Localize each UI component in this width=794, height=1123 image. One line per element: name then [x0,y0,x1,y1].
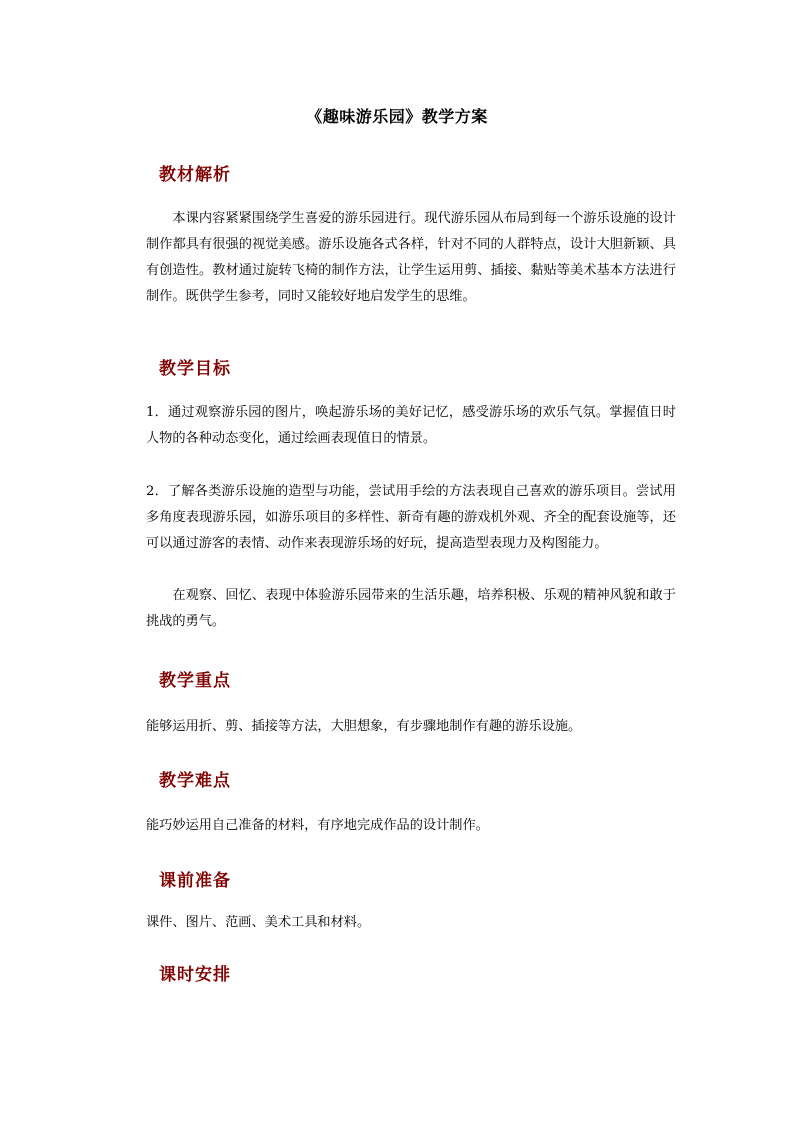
objectives-paragraph-3: 在观察、回忆、表现中体验游乐园带来的生活乐趣，培养积极、乐观的精神风貌和敢于挑战的勇气。 [146,588,676,629]
objectives-paragraph-1: 1．通过观察游乐园的图片，唤起游乐场的美好记忆，感受游乐场的欢乐气氛。掌握值日时人物的各种动态变化，通过绘画表现值日的情景。 [146,405,676,446]
heading-analysis: 教材解析 [159,165,231,185]
difficulties-paragraph: 能巧妙运用自己准备的材料，有序地完成作品的设计制作。 [146,818,489,833]
heading-key-points: 教学重点 [159,671,231,691]
key-points-paragraph: 能够运用折、剪、插接等方法，大胆想象，有步骤地制作有趣的游乐设施。 [146,719,582,734]
heading-schedule: 课时安排 [159,965,231,985]
heading-preparation: 课前准备 [159,871,231,891]
heading-objectives: 教学目标 [159,359,231,379]
objectives-paragraph-2: 2．了解各类游乐设施的造型与功能，尝试用手绘的方法表现自己喜欢的游乐项目。尝试用多角度表现游乐园，如游乐项目的多样性、新奇有趣的游戏机外观、齐全的配套设施等，还可以通过游客的表情、动作来表现游乐场的好玩，提高造型表现力及构图能力。 [146,484,676,551]
preparation-paragraph: 课件、图片、范画、美术工具和材料。 [146,915,371,930]
heading-difficulties: 教学难点 [159,771,231,791]
analysis-paragraph-1: 本课内容紧紧围绕学生喜爱的游乐园进行。现代游乐园从布局到每一个游乐设施的设计制作都具有很强的视觉美感。游乐设施各式各样，针对不同的人群特点，设计大胆新颖、具有创造性。教材通过旋转飞椅的制作方法，让学生运用剪、插接、黏贴等美术基本方法进行制作。既供学生参考，同时又能较好地启发学生的思维。 [146,211,676,304]
page-title: 《趣味游乐园》教学方案 [306,107,488,126]
